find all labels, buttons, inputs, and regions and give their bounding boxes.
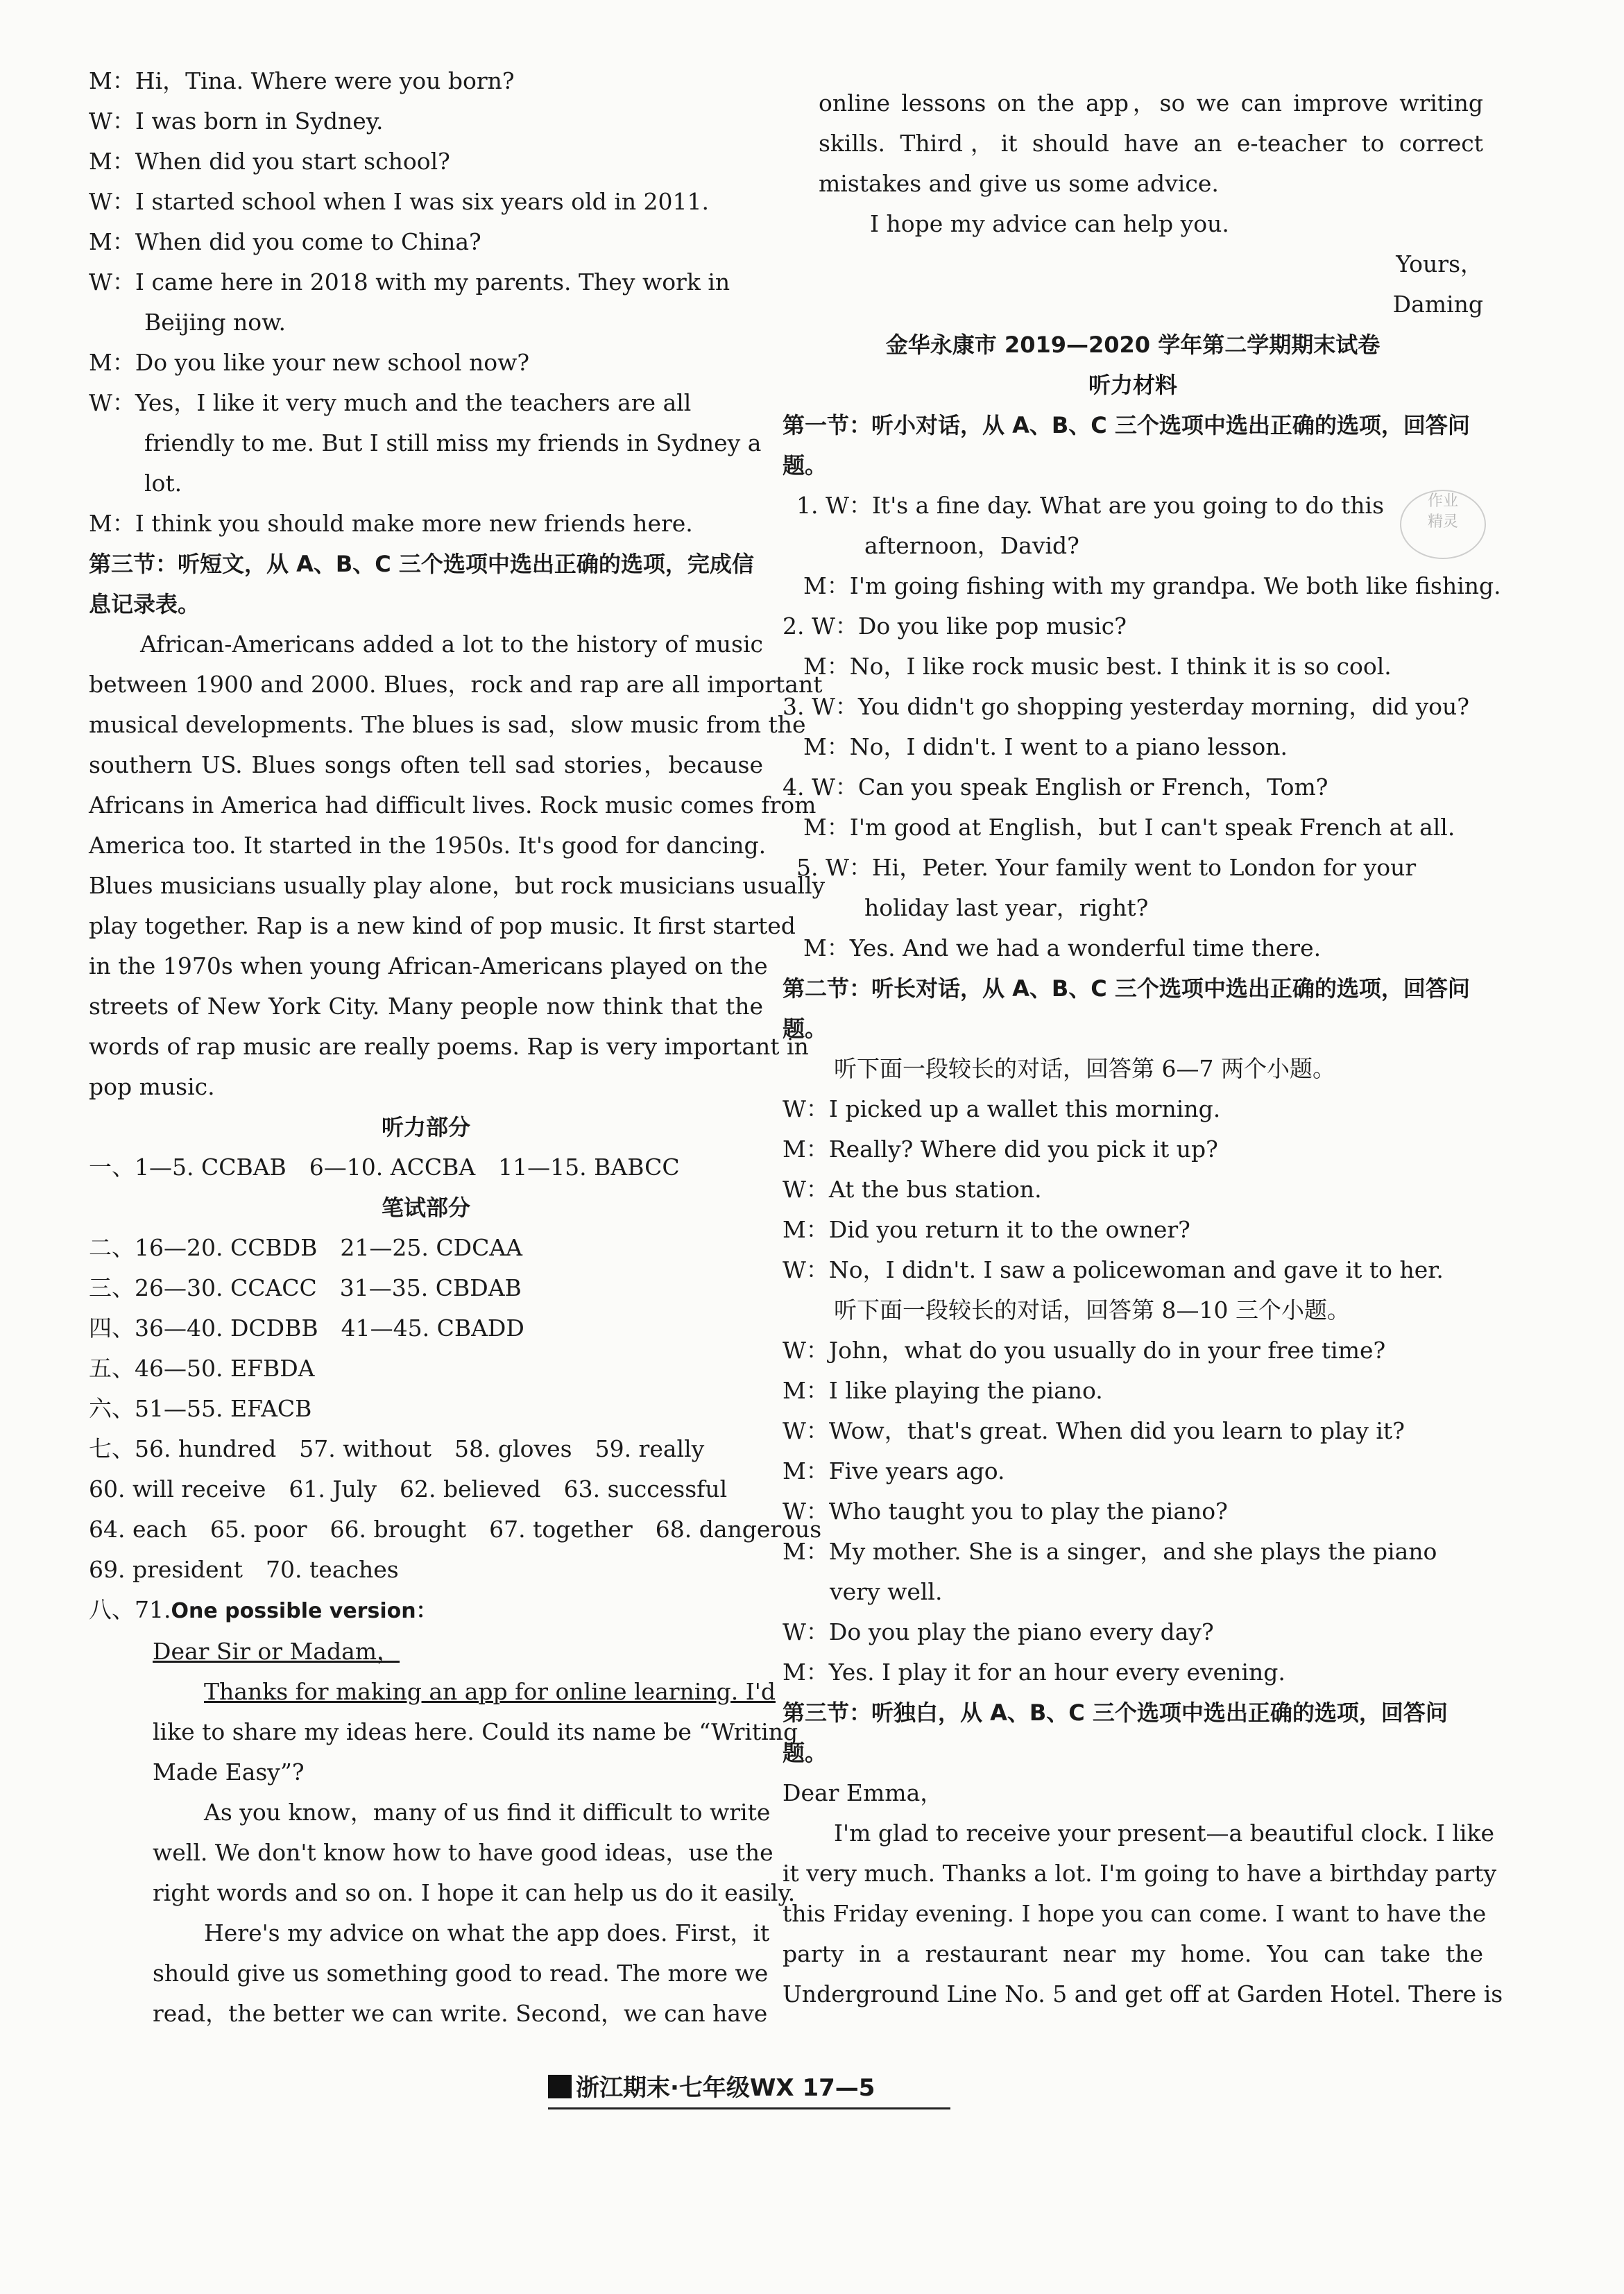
letter-sign-yours: Yours， [1396, 250, 1483, 277]
letter-line: Made Easy”? [153, 1758, 305, 1786]
item-line: 5. W：Hi，Peter. Your family went to London for your holiday last year，right? [796, 854, 1417, 921]
answer-line: 七、56. hundred 57. without 58. gloves 59. really [89, 1435, 705, 1462]
answer-line: 五、46—50. EFBDA [89, 1355, 315, 1382]
writing-title: 笔试部分 [381, 1195, 470, 1221]
passage-line: play together. Rap is a new kind of pop music. It first started [89, 912, 796, 939]
letter-greeting: Dear Sir or Madam， [153, 1638, 400, 1665]
answer-line: 64. each 65. poor 66. brought 67. together 68. dangerous [89, 1516, 822, 1543]
listening-answers: 一、1—5. CCBAB 6—10. ACCBA 11—15. BABCC [89, 1154, 680, 1181]
answer-line: 60. will receive 61. July 62. believed 63. successful [89, 1475, 728, 1503]
dialog-line: M：I like playing the piano. [783, 1377, 1103, 1404]
letter-sign-name: Daming [1392, 291, 1483, 318]
model-letter [89, 1632, 798, 2034]
question-71 [89, 1590, 763, 1632]
item-line: 2. W：Do you like pop music? [783, 613, 1127, 640]
emma-line: I'm glad to receive your present—a beautiful clock. I like [834, 1820, 1495, 1847]
section-2-intro-2: 听下面一段较长的对话，回答第 8—10 三个小题。 [834, 1296, 1350, 1324]
item-line: M：I'm good at English，but I can't speak French at all. [803, 814, 1455, 841]
emma-line: it very much. Thanks a lot. I'm going to have a birthday party [783, 1860, 1497, 1887]
emma-line: party in a restaurant near my home. You can take the [783, 1940, 1483, 1967]
dialog-line: W：John，what do you usually do in your free time? [783, 1337, 1386, 1364]
letter-line: mistakes and give us some advice. [819, 170, 1219, 197]
dialog-line: M：Do you like your new school now? [89, 349, 530, 376]
section-2-dialog-1 [783, 1089, 1483, 1290]
answer-line: 六、51—55. EFACB [89, 1395, 312, 1422]
section-3-heading-right: 第三节：听独白，从 A、B、C 三个选项中选出正确的选项，回答问题。 [783, 1700, 1448, 1766]
dialog-line: W：Wow，that's great. When did you learn to play it? [783, 1417, 1405, 1444]
answer-line: 69. president 70. teaches [89, 1556, 399, 1583]
passage-line: African-Americans added a lot to the history of music [140, 631, 763, 658]
dialog-line: W：I picked up a wallet this morning. [783, 1095, 1221, 1122]
answer-line: 四、36—40. DCDBB 41—45. CBADD [89, 1315, 524, 1342]
passage-line: in the 1970s when young African-Americans played on the [89, 952, 768, 979]
footer-text: 浙江期末·七年级WX 17—5 [576, 2074, 875, 2102]
letter-continued [783, 83, 1483, 325]
dialog-line: W：No，I didn't. I saw a policewoman and gave it to her. [783, 1256, 1444, 1283]
material-title: 听力材料 [1088, 372, 1177, 398]
dialog-line: W：Yes，I like it very much and the teachers are all friendly to me. But I still miss my friends in Sydney a lot. [89, 389, 762, 497]
page-footer [548, 2069, 950, 2109]
listening-title: 听力部分 [381, 1114, 470, 1140]
q71-prefix: 八、71. [89, 1596, 171, 1623]
dialog-line: M：Did you return it to the owner? [783, 1216, 1190, 1243]
passage-line: streets of New York City. Many people now think that the [89, 993, 763, 1020]
section-2-intro-1: 听下面一段较长的对话，回答第 6—7 两个小题。 [834, 1055, 1335, 1082]
dialog-line: W：I started school when I was six years old in 2011. [89, 188, 710, 215]
emma-line: Underground Line No. 5 and get off at Garden Hotel. There is [783, 1980, 1503, 2008]
answer-line: 三、26—30. CCACC 31—35. CBDAB [89, 1274, 522, 1301]
dialog-line: M：When did you start school? [89, 148, 450, 175]
passage [89, 624, 826, 1107]
passage-line: musical developments. The blues is sad，slow music from the [89, 711, 806, 738]
dialog-line: M：My mother. She is a singer，and she plays the piano very well. [783, 1538, 1437, 1605]
section-3-heading: 第三节：听短文，从 A、B、C 三个选项中选出正确的选项，完成信息记录表。 [89, 551, 754, 617]
item-line: M：No，I didn't. I went to a piano lesson. [803, 733, 1288, 760]
letter-line: As you know，many of us find it difficult to write [204, 1799, 771, 1826]
exam-title: 金华永康市 2019—2020 学年第二学期期末试卷 [885, 332, 1381, 358]
section-2-heading: 第二节：听长对话，从 A、B、C 三个选项中选出正确的选项，回答问题。 [783, 975, 1470, 1042]
letter-line: like to share my ideas here. Could its name be “Writing [153, 1718, 798, 1745]
left-column [89, 61, 826, 2034]
letter-line: read，the better we can write. Second，we can have [153, 2000, 768, 2027]
letter-line: should give us something good to read. The more we [153, 1960, 769, 1987]
section-1-items [783, 486, 1501, 968]
answer-list [89, 1228, 822, 1590]
letter-line: Thanks for making an app for online learning. I'd [204, 1678, 776, 1705]
stamp-seal-icon: 作业 精灵 [1400, 490, 1486, 559]
letter-line: Here's my advice on what the app does. First，it [204, 1919, 770, 1946]
passage-line: southern US. Blues songs often tell sad stories，because [89, 751, 763, 778]
letter-line: skills. Third，it should have an e-teacher to correct [819, 130, 1483, 157]
emma-letter [783, 1813, 1503, 2014]
dialog-line: M：Yes. I play it for an hour every evening. [783, 1659, 1285, 1686]
emma-greeting: Dear Emma， [783, 1779, 943, 1806]
item-line: 4. W：Can you speak English or French，Tom? [783, 773, 1328, 801]
letter-close: I hope my advice can help you. [870, 210, 1229, 237]
right-column [783, 83, 1503, 2014]
footer-square-icon [548, 2075, 572, 2098]
answer-line: 二、16—20. CCBDB 21—25. CDCAA [89, 1234, 523, 1261]
dialog-line: W：Do you play the piano every day? [783, 1618, 1214, 1645]
dialog-line: W：At the bus station. [783, 1176, 1042, 1203]
passage-line: words of rap music are really poems. Rap is very important in [89, 1033, 809, 1060]
dialog-1 [89, 61, 763, 544]
passage-line: Blues musicians usually play alone，but rock musicians usually [89, 872, 826, 899]
dialog-line: M：Hi，Tina. Where were you born? [89, 67, 515, 94]
dialog-line: M：Really? Where did you pick it up? [783, 1136, 1218, 1163]
dialog-line: W：I was born in Sydney. [89, 108, 384, 135]
dialog-line: W：I came here in 2018 with my parents. They work in Beijing now. [89, 268, 730, 336]
item-line: M：Yes. And we had a wonderful time there. [803, 934, 1322, 961]
item-line: M：No，I like rock music best. I think it is so cool. [803, 653, 1392, 680]
letter-line: right words and so on. I hope it can help us do it easily. [153, 1879, 796, 1906]
passage-line: pop music. [89, 1073, 215, 1100]
letter-line: well. We don't know how to have good ideas，use the [153, 1839, 773, 1866]
item-line: 1. W：It's a fine day. What are you going to do this afternoon，David? [796, 492, 1385, 559]
dialog-line: M：Five years ago. [783, 1457, 1005, 1484]
item-line: M：I'm going fishing with my grandpa. We both like fishing. [803, 572, 1501, 599]
item-line: 3. W：You didn't go shopping yesterday morning，did you? [783, 693, 1469, 720]
q71-label: One possible version： [171, 1599, 437, 1623]
section-2-dialog-2 [783, 1330, 1483, 1693]
passage-line: Africans in America had difficult lives. Rock music comes from [89, 791, 817, 819]
dialog-line: M：I think you should make more new friends here. [89, 510, 693, 537]
dialog-line: W：Who taught you to play the piano? [783, 1498, 1228, 1525]
section-1-heading: 第一节：听小对话，从 A、B、C 三个选项中选出正确的选项，回答问题。 [783, 412, 1470, 479]
passage-line: America too. It started in the 1950s. It's good for dancing. [89, 832, 767, 859]
dialog-line: M：When did you come to China? [89, 228, 481, 255]
emma-line: this Friday evening. I hope you can come. I want to have the [783, 1900, 1487, 1927]
letter-line: online lessons on the app，so we can improve writing [819, 89, 1483, 117]
passage-line: between 1900 and 2000. Blues，rock and rap are all important [89, 671, 823, 698]
